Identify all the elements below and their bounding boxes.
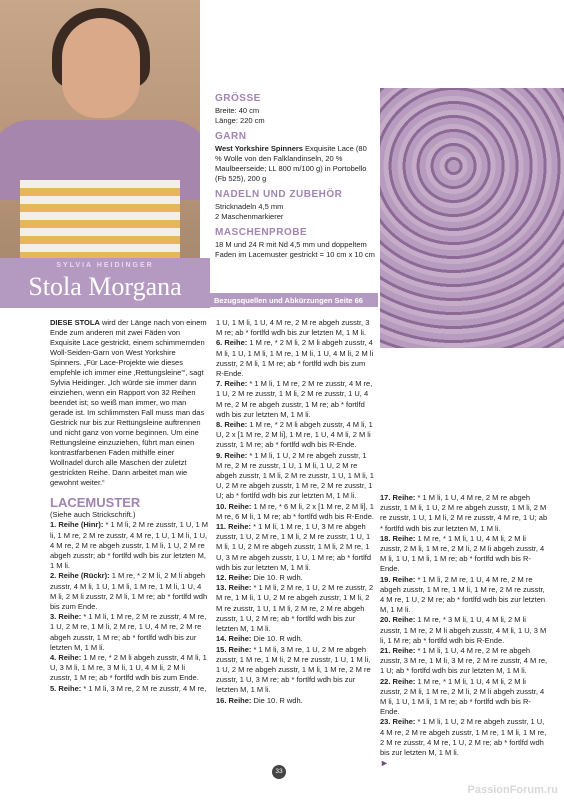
row-instruction bbox=[216, 420, 374, 451]
row-label: 23. Reihe: bbox=[380, 717, 416, 727]
row-text: * 1 M li, 2 M re zusstr, 1 U, 1 M li, 1 M re, 2 M re zusstr, 4 M re, 1 U, 1 M li, 1 U, 4 M re, 2 M re abgeh zusstr, 1 M li, 1 U, 2 M re abgeh zusstr; ab * fortlfd wdh bis zur letzten M, 1 M li. bbox=[50, 520, 208, 571]
lacemuster-heading: LACEMUSTER bbox=[50, 495, 141, 510]
garn-text bbox=[215, 144, 375, 184]
knit-detail-photo bbox=[380, 88, 564, 348]
row-text: * 1 M li, 1 M re, 1 U, 3 M re abgeh zusstr, 1 U, 2 M re, 1 M li, 2 M re zusstr, 1 U, 1 M li, 1 U, 2 M re abgeh zusstr, 1 M li, 2 M re, 1 U, 3 M re abgeh zusstr, 1 U, 1 M re; ab * fortlfd wdh bis zur letzten M, 1 M li. bbox=[216, 522, 372, 572]
row-instruction bbox=[216, 379, 374, 420]
garn-heading: GARN bbox=[215, 131, 247, 142]
groesse-line: Breite: 40 cm bbox=[215, 106, 260, 115]
row-label: 12. Reihe: bbox=[216, 573, 252, 583]
specs-panel bbox=[215, 88, 375, 260]
row-label: 16. Reihe: bbox=[216, 695, 252, 705]
row-instruction bbox=[380, 677, 548, 718]
photo-cardigan bbox=[20, 180, 180, 258]
row-text: * 1 M li, 2 M re, 1 U, 2 M re zusstr, 2 M re, 1 M li, 1 U, 2 M re abgeh zusstr, 1 M li, 2 M re zusstr, 1 U, 1 M li, 2 M re, 2 M re abgeh zusstr, 1 U, 2 M re; ab * fortlfd wdh bis zur letzten M, 1 M li. bbox=[216, 583, 374, 634]
nadeln-line: Stricknadeln 4,5 mm bbox=[215, 202, 284, 211]
row-text: 1 M re, * 2 M li abgeh zusstr, 4 M li, 1 U, 2 x [1 M re, 2 M li], 1 M re, 1 U, 4 M li, 2 M li zusstr, 1 M re; ab * fortlfd wdh bis R-Ende. bbox=[216, 420, 373, 450]
row-instruction bbox=[216, 696, 374, 706]
row-instruction bbox=[216, 634, 374, 644]
row-label: 14. Reihe: bbox=[216, 634, 252, 644]
row-label: 2. Reihe (Rückr): bbox=[50, 571, 110, 581]
row-text: * 1 M li, 1 M re, 2 M re zusstr, 4 M re, 1 U, 2 M re, 1 M li, 2 M re, 1 U, 4 M re, 2 M re abgeh zusstr, 1 M re; ab * fortlfd wdh bis zur letzten M, 1 M li. bbox=[50, 612, 207, 652]
row-instruction bbox=[216, 645, 374, 696]
maschenprobe-text: 18 M und 24 R mit Nd 4,5 mm und doppeltem Faden im Lacemuster gestrickt = 10 cm x 10 cm bbox=[215, 240, 375, 259]
row-instruction bbox=[50, 612, 208, 653]
maschenprobe-heading: MASCHENPROBE bbox=[215, 227, 308, 238]
garn-detail: Exquisite Lace (80 % Wolle von den Falklandinseln, 20 % Maulbeerseide; LL 800 m/100 g) in Portobello (Fb 525), 200 g bbox=[215, 144, 367, 183]
model-photo bbox=[0, 0, 200, 258]
row-text: * 1 M li, 1 M re, 2 M re zusstr, 4 M re, 1 U, 2 M re zusstr, 1 M li, 2 M re zusstr, 1 U, 4 M re, 2 M re abgeh zusstr, 1 M re; ab * fortlfd wdh bis zur letzten M, 1 M li. bbox=[216, 379, 373, 419]
watermark: PassionForum.ru bbox=[467, 784, 558, 796]
row-label: 9. Reihe: bbox=[216, 450, 248, 460]
row-text: 1 U, 1 M li, 1 U, 4 M re, 2 M re abgeh zusstr, 3 M re; ab * fortlfd wdh bis zur letzten M, 1 M li. bbox=[216, 318, 370, 338]
row-text: 1 M re, * 2 M li, 2 M li abgeh zusstr, 4 M li, 1 U, 1 M li, 1 M re, 1 M li, 1 U, 4 M li, 2 M li zusstr, 2 M li, 1 M re; ab * fortlfd wdh bis zum R-Ende. bbox=[216, 338, 374, 379]
row-instruction bbox=[380, 534, 548, 575]
row-text: * 1 M li, 1 U, 4 M re, 2 M re abgeh zusstr, 3 M re, 1 M li, 3 M re, 2 M re zusstr, 4 M re, 1 U; ab * fortlfd wdh bis zur letzten M, 1 M li. bbox=[380, 646, 548, 676]
row-text: * 1 M li, 1 U, 2 M re abgeh zusstr, 1 U, 4 M re, 2 M re abgeh zusstr, 1 M re, 1 M li, 1 M re, 2 M re zusstr, 4 M re, 1 U, 2 M re; ab * fortlfd wdh bis zur letzten M, 1 M li. bbox=[380, 717, 547, 758]
row-text: * 1 M li, 1 U, 2 M re abgeh zusstr, 1 M re, 2 M re zusstr, 1 U, 1 M li, 1 U, 2 M re abgeh zusstr, 1 M li, 2 M re zusstr, 1 U, 1 M li, 1 U, 2 M re abgeh zusstr, 1 M re, 2 M re zusstr, 1 U; ab * fortlfd wdh bis zur letzten M, 1 M li. bbox=[216, 450, 374, 501]
nadeln-heading: NADELN UND ZUBEHÖR bbox=[215, 189, 343, 200]
row-label: 10. Reihe: bbox=[216, 501, 252, 511]
row-label: 15. Reihe: bbox=[216, 644, 252, 654]
row-instruction bbox=[50, 571, 208, 612]
row-label: 19. Reihe: bbox=[380, 574, 416, 584]
row-instruction bbox=[50, 520, 208, 571]
row-instruction bbox=[216, 522, 374, 573]
row-text: Die 10. R wdh. bbox=[253, 573, 303, 583]
row-instruction bbox=[380, 575, 548, 616]
row-instruction bbox=[216, 318, 374, 338]
row-label: 20. Reihe: bbox=[380, 615, 416, 625]
row-text: * 1 M li, 3 M re, 2 M re zusstr, 4 M re, bbox=[83, 683, 207, 693]
row-label: 8. Reihe: bbox=[216, 420, 248, 430]
row-text: * 1 M li, 1 U, 4 M re, 2 M re abgeh zusstr, 1 M li, 1 U, 2 M re abgeh zusstr, 1 M li, 2 M re zusstr, 1 U, 1 M li, 2 M re zusstr, 4 M re, 1 U; ab * fortlfd wdh bis zur letzten M, 1 M li. bbox=[380, 493, 548, 533]
row-text: 1 M re, * 2 M li, 2 M li abgeh zusstr, 4 M li, 1 U, 1 M li, 1 M re, 1 M li, 1 U, 4 M li, 2 M li zusstr, 2 M li, 1 M re; ab * fortlfd wdh bis zum Ende. bbox=[50, 571, 208, 612]
row-instruction bbox=[216, 583, 374, 634]
row-text: 1 M re, * 3 M li, 1 U, 4 M li, 2 M li zusstr, 1 M re, 2 M li abgeh zusstr, 4 M li, 1 U, 3 M li, 1 M re; ab * fortlfd wdh bis R-Ende. bbox=[380, 615, 547, 645]
lacemuster-note: (Siehe auch Strickschrift.) bbox=[50, 510, 136, 520]
row-label: 1. Reihe (Hinr): bbox=[50, 520, 104, 530]
row-instruction bbox=[380, 717, 548, 758]
page-title: Stola Morgana bbox=[28, 272, 182, 301]
row-text: * 1 M li, 2 M re, 1 U, 4 M re, 2 M re abgeh zusstr, 1 M re, 1 M li, 1 M re, 2 M re zusstr, 4 M re, 1 U, 2 M re; ab * fortlfd wdh bis zur letzten M, 1 M li. bbox=[380, 574, 546, 615]
row-label: 22. Reihe: bbox=[380, 676, 416, 686]
row-text: 1 M re, * 1 M li, 1 U, 4 M li, 2 M li zusstr, 2 M li, 1 M re, 2 M li, 2 M li abgeh zusstr, 4 M li, 1 U, 1 M li, 1 M re; ab * fortlfd wdh bis R-Ende. bbox=[380, 533, 545, 574]
groesse-line: Länge: 220 cm bbox=[215, 116, 265, 125]
garn-brand: West Yorkshire Spinners bbox=[215, 144, 303, 153]
row-text: Die 10. R wdh. bbox=[253, 634, 303, 644]
row-instruction bbox=[216, 338, 374, 379]
source-bar bbox=[210, 293, 378, 307]
row-text: 1 M re, * 2 M li abgeh zusstr, 4 M li, 1 U, 3 M li, 1 M re, 3 M li, 1 U, 4 M li, 2 M li zusstr, 1 M re; ab * fortlfd wdh bis zum Ende. bbox=[50, 653, 207, 683]
row-label: 3. Reihe: bbox=[50, 612, 82, 622]
rows-list-1 bbox=[50, 520, 208, 693]
groesse-heading: GRÖSSE bbox=[215, 93, 261, 104]
intro-text: wird der Länge nach von einem Ende zum anderen mit zwei Fäden von Exquisite Lace gestrickt, einem schimmernden Woll-Seiden-Garn von West Yorkshire Spinners. „Für Lace-Projekte wie dieses empfehle ich immer eine ‚Rettungsleine'“, sagt Sylvia Heidinger. „Ich würde sie immer dann einziehen, wenn ein Rapport von 32 Reihen beendet ist; so weiß man immer, wo man gerade ist. Im schlimmsten Fall muss man das Gestrick nur bis zur Rettungsleine auftrennen und nicht ganz von vorne beginnen. Um eine Rettungsleine einzuziehen, führt man einen kontrastfarbenen Faden mithilfe einer Wollnadel durch alle Maschen der zuletzt gestrickten Reihe. Dann arbeitet man wie gewohnt weiter.“ bbox=[50, 318, 207, 487]
row-text: * 1 M li, 3 M re, 1 U, 2 M re abgeh zusstr, 1 M re, 1 M li, 2 M re zusstr, 1 U, 1 M li, 1 U, 2 M re abgeh zusstr, 1 M li, 1 M re, 2 M re zusstr, 1 U, 3 M re; ab * fortlfd wdh bis zur letzten M, 1 M li. bbox=[216, 644, 371, 695]
nadeln-line: 2 Maschenmarkierer bbox=[215, 212, 284, 221]
column-3 bbox=[380, 493, 548, 769]
intro-paragraph bbox=[50, 318, 208, 488]
row-label: 21. Reihe: bbox=[380, 646, 416, 656]
column-2 bbox=[216, 318, 374, 706]
page-number: 33 bbox=[272, 765, 286, 779]
photo-face bbox=[62, 18, 140, 118]
source-bar-text: Bezugsquellen und Abkürzungen Seite 66 bbox=[214, 296, 363, 305]
row-label: 7. Reihe: bbox=[216, 379, 248, 389]
intro-lead: DIESE STOLA bbox=[50, 318, 100, 327]
row-label: 6. Reihe: bbox=[216, 338, 248, 348]
row-instruction bbox=[380, 646, 548, 677]
column-1 bbox=[50, 318, 208, 694]
row-instruction bbox=[380, 615, 548, 646]
row-instruction bbox=[216, 573, 374, 583]
row-label: 4. Reihe: bbox=[50, 653, 82, 663]
row-instruction bbox=[380, 493, 548, 534]
row-instruction bbox=[216, 502, 374, 522]
row-text: Die 10. R wdh. bbox=[253, 695, 303, 705]
rows-list-2 bbox=[216, 318, 374, 706]
row-text: 1 M re, * 6 M li, 2 x [1 M re, 2 M li], 1 M re, 6 M li, 1 M re; ab * fortlfd wdh bis R-Ende. bbox=[216, 501, 374, 521]
row-instruction bbox=[50, 684, 208, 694]
row-text: 1 M re, * 1 M li, 1 U, 4 M li, 2 M li zusstr, 2 M li, 1 M re, 2 M li, 2 M li abgeh zusstr, 4 M li, 1 U, 1 M li, 1 M re; ab * fortlfd wdh bis R-Ende. bbox=[380, 676, 545, 717]
continue-arrow-icon: ► bbox=[380, 758, 389, 769]
row-label: 13. Reihe: bbox=[216, 583, 252, 593]
rows-list-3 bbox=[380, 493, 548, 758]
row-label: 18. Reihe: bbox=[380, 533, 416, 543]
row-label: 5. Reihe: bbox=[50, 683, 82, 693]
row-instruction bbox=[216, 451, 374, 502]
row-label: 17. Reihe: bbox=[380, 493, 416, 502]
author-name: SYLVIA HEIDINGER bbox=[56, 262, 154, 269]
row-instruction bbox=[50, 653, 208, 684]
row-label: 11. Reihe: bbox=[216, 522, 252, 532]
